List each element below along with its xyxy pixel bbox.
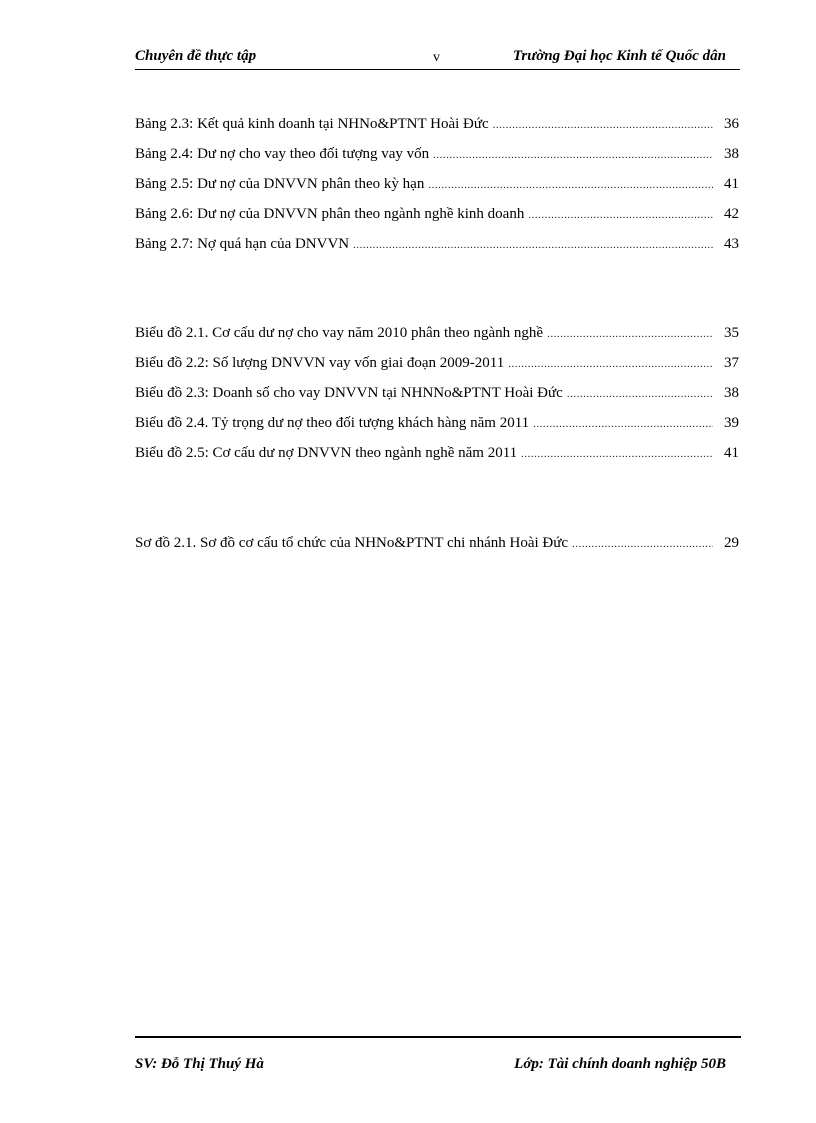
list-of-tables bbox=[135, 109, 739, 259]
dot-leader bbox=[508, 349, 713, 379]
toc-entry-page: 29 bbox=[724, 535, 739, 551]
list-of-diagrams bbox=[135, 528, 739, 558]
dot-leader bbox=[428, 170, 713, 200]
header-course-title: Chuyên đề thực tập bbox=[135, 48, 257, 64]
toc-entry-label: Biểu đồ 2.4. Tỷ trọng dư nợ theo đối tượng khách hàng năm 2011 bbox=[135, 415, 530, 431]
toc-entry-page: 36 bbox=[724, 116, 739, 132]
toc-entry[interactable] bbox=[135, 378, 739, 408]
toc-entry[interactable] bbox=[135, 139, 739, 169]
dot-leader bbox=[353, 230, 713, 260]
toc-entry[interactable] bbox=[135, 528, 739, 558]
toc-entry[interactable] bbox=[135, 438, 739, 468]
header-university: Trường Đại học Kinh tế Quốc dân bbox=[512, 48, 726, 64]
toc-entry-label: Biểu đồ 2.5: Cơ cấu dư nợ DNVVN theo ngành nghề năm 2011 bbox=[135, 445, 518, 461]
toc-entry-label: Bảng 2.6: Dư nợ của DNVVN phân theo ngành nghề kinh doanh bbox=[135, 206, 525, 222]
footer-student-name: SV: Đỗ Thị Thuý Hà bbox=[135, 1056, 264, 1072]
toc-entry-label: Biểu đồ 2.2: Số lượng DNVVN vay vốn giai đoạn 2009-2011 bbox=[135, 355, 505, 371]
toc-entry-page: 42 bbox=[724, 206, 739, 222]
toc-entry-label: Bảng 2.5: Dư nợ của DNVVN phân theo kỳ hạn bbox=[135, 176, 425, 192]
toc-entry[interactable] bbox=[135, 408, 739, 438]
toc-entry[interactable] bbox=[135, 109, 739, 139]
dot-leader bbox=[528, 200, 713, 230]
toc-entry-page: 41 bbox=[724, 445, 739, 461]
dot-leader bbox=[533, 409, 713, 439]
page-footer bbox=[135, 1056, 740, 1076]
toc-entry[interactable] bbox=[135, 229, 739, 259]
toc-entry-page: 35 bbox=[724, 325, 739, 341]
toc-entry-label: Bảng 2.4: Dư nợ cho vay theo đối tượng vay vốn bbox=[135, 146, 430, 162]
dot-leader bbox=[572, 529, 713, 559]
toc-entry-page: 38 bbox=[724, 385, 739, 401]
header-page-number: v bbox=[433, 50, 440, 65]
toc-entry-label: Biểu đồ 2.3: Doanh số cho vay DNVVN tại NHNNo&PTNT Hoài Đức bbox=[135, 385, 563, 401]
toc-entry[interactable] bbox=[135, 348, 739, 378]
toc-entry[interactable] bbox=[135, 169, 739, 199]
toc-entry-label: Biểu đồ 2.1. Cơ cấu dư nợ cho vay năm 2010 phân theo ngành nghề bbox=[135, 325, 544, 341]
list-of-charts bbox=[135, 318, 739, 468]
toc-entry-page: 38 bbox=[724, 146, 739, 162]
dot-leader bbox=[521, 439, 713, 469]
toc-entry-page: 37 bbox=[724, 355, 739, 371]
toc-entry-label: Bảng 2.7: Nợ quá hạn của DNVVN bbox=[135, 236, 350, 252]
toc-entry-label: Bảng 2.3: Kết quả kinh doanh tại NHNo&PTNT Hoài Đức bbox=[135, 116, 489, 132]
dot-leader bbox=[493, 110, 713, 140]
header-rule bbox=[135, 69, 740, 70]
footer-rule bbox=[135, 1036, 741, 1038]
dot-leader bbox=[547, 319, 713, 349]
dot-leader bbox=[433, 140, 713, 170]
toc-entry[interactable] bbox=[135, 318, 739, 348]
dot-leader bbox=[567, 379, 713, 409]
footer-class-name: Lớp: Tài chính doanh nghiệp 50B bbox=[514, 1056, 726, 1072]
toc-entry-page: 43 bbox=[724, 236, 739, 252]
toc-entry-page: 39 bbox=[724, 415, 739, 431]
toc-entry[interactable] bbox=[135, 199, 739, 229]
page-header bbox=[135, 48, 740, 68]
toc-entry-label: Sơ đồ 2.1. Sơ đồ cơ cấu tổ chức của NHNo&PTNT chi nhánh Hoài Đức bbox=[135, 535, 569, 551]
toc-entry-page: 41 bbox=[724, 176, 739, 192]
